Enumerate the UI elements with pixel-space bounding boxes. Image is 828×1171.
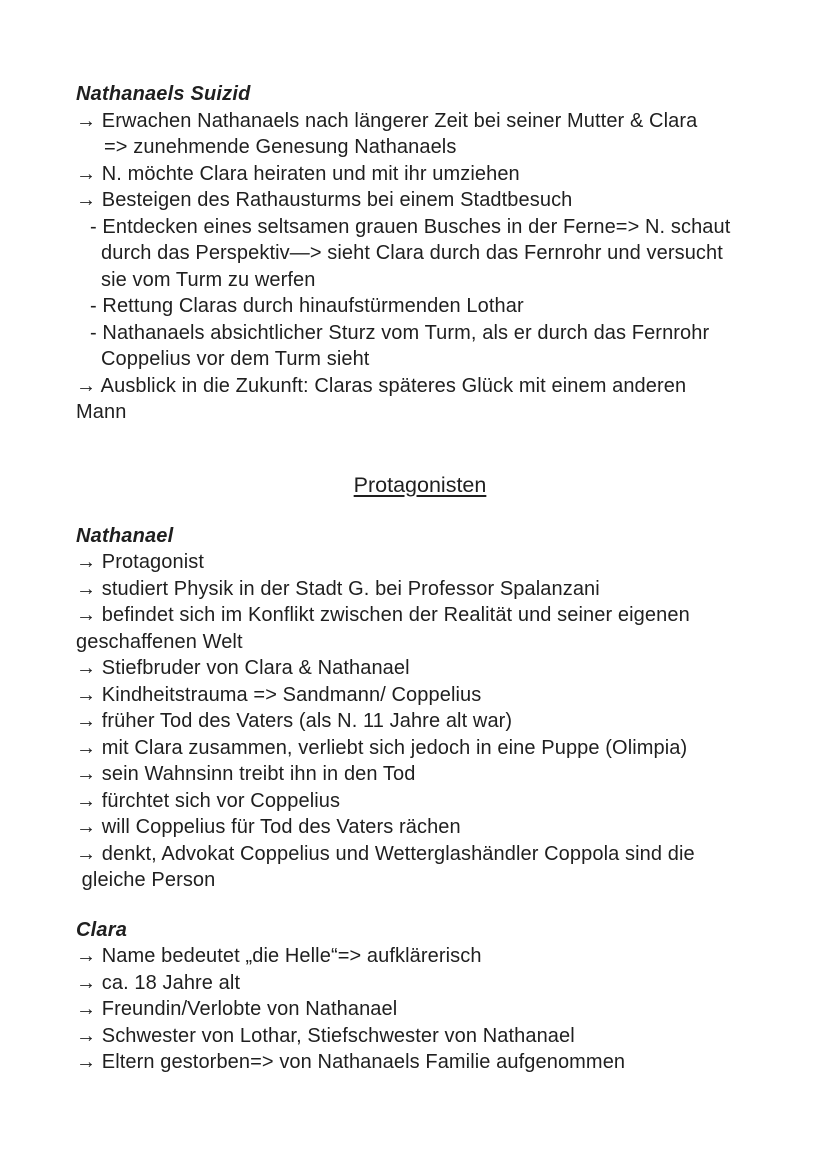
text-line: durch das Perspektiv—> sieht Clara durch das Fernrohr und versucht	[101, 242, 723, 264]
text-line: → studiert Physik in der Stadt G. bei Professor Spalanzani	[76, 577, 600, 600]
text-line: - Entdecken eines seltsamen grauen Busches in der Ferne=> N. schaut	[90, 215, 731, 238]
text-line: → Ausblick in die Zukunft: Claras späteres Glück mit einem anderen	[76, 374, 687, 397]
text-line: Coppelius vor dem Turm sieht	[101, 348, 370, 370]
text-line: → N. möchte Clara heiraten und mit ihr umziehen	[76, 162, 520, 185]
section-nathanaels-suizid	[76, 81, 764, 426]
text-line: → Besteigen des Rathausturms bei einem Stadtbesuch	[76, 189, 573, 211]
text-line: gleiche Person	[76, 869, 216, 891]
text-line: → mit Clara zusammen, verliebt sich jedoch in eine Puppe (Olimpia)	[76, 736, 688, 759]
text-line: → Eltern gestorben=> von Nathanaels Familie aufgenommen	[76, 1051, 626, 1073]
text-line: → fürchtet sich vor Coppelius	[76, 789, 341, 812]
text-line: → Name bedeutet „die Helle“=> aufklärerisch	[76, 945, 482, 967]
text-line: Mann	[76, 401, 127, 423]
text-line: → Kindheitstrauma => Sandmann/ Coppelius	[76, 683, 482, 706]
text-line: → befindet sich im Konflikt zwischen der Realität und seiner eigenen	[76, 604, 690, 626]
text-line: geschaffenen Welt	[76, 630, 243, 653]
text-line: → will Coppelius für Tod des Vaters rächen	[76, 816, 461, 838]
underlined-heading-text: Protagonisten	[353, 472, 487, 497]
section-heading-protagonisten	[76, 472, 764, 499]
section-heading-nathanael: Nathanael	[76, 524, 174, 547]
text-line: => zunehmende Genesung Nathanaels	[104, 136, 457, 158]
section-heading-clara: Clara	[76, 918, 128, 941]
text-line: - Rettung Claras durch hinaufstürmenden Lothar	[90, 295, 524, 317]
text-line: → Stiefbruder von Clara & Nathanael	[76, 657, 410, 679]
text-line: → Erwachen Nathanaels nach längerer Zeit bei seiner Mutter & Clara	[76, 109, 698, 132]
section-protagonisten	[76, 472, 764, 499]
text-line: sie vom Turm zu werfen	[101, 268, 316, 291]
text-line: → früher Tod des Vaters (als N. 11 Jahre alt war)	[76, 710, 513, 732]
section-clara	[76, 917, 764, 1076]
text-line: → denkt, Advokat Coppelius und Wetterglashändler Coppola sind die	[76, 842, 695, 865]
text-line: - Nathanaels absichtlicher Sturz vom Turm, als er durch das Fernrohr	[90, 321, 710, 344]
text-line: → sein Wahnsinn treibt ihn in den Tod	[76, 763, 416, 785]
section-nathanael	[76, 523, 764, 894]
text-line: → Protagonist	[76, 551, 205, 573]
text-line: → Schwester von Lothar, Stiefschwester von Nathanael	[76, 1024, 575, 1047]
text-line: → ca. 18 Jahre alt	[76, 971, 241, 994]
section-heading-nathanaels-suizid: Nathanaels Suizid	[76, 83, 251, 105]
document-body	[76, 81, 764, 1076]
text-line: → Freundin/Verlobte von Nathanael	[76, 998, 398, 1020]
